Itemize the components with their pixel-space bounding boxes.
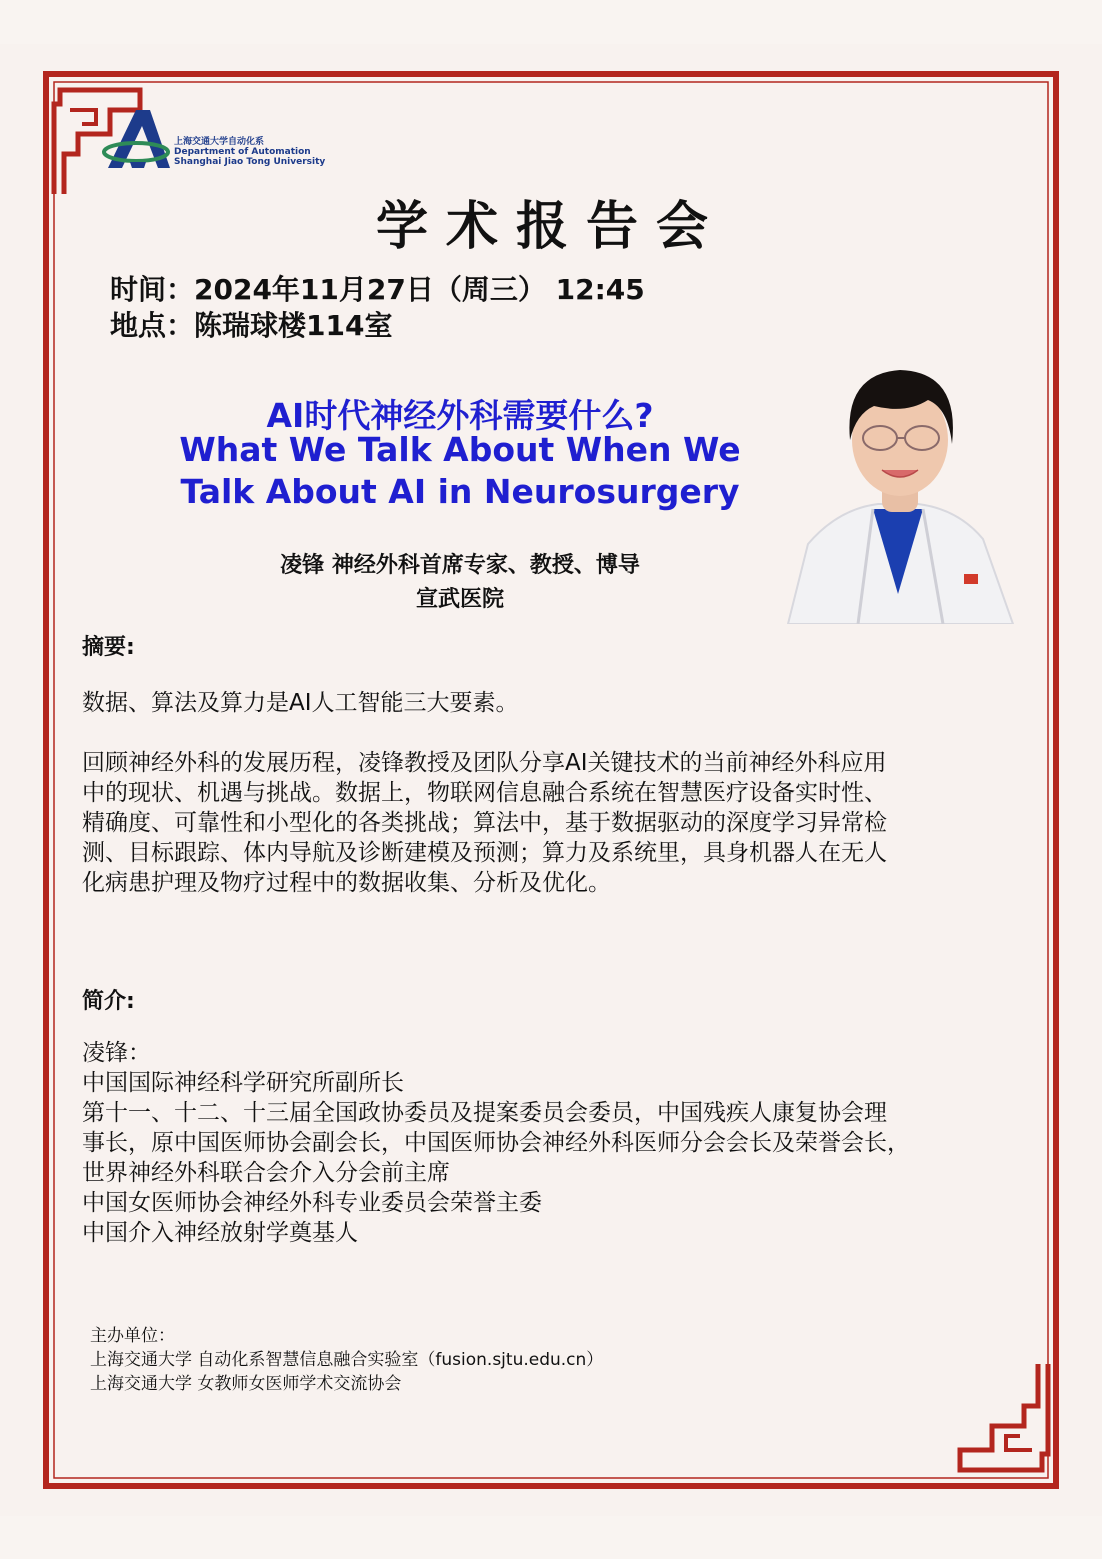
abstract-line: 测、目标跟踪、体内导航及诊断建模及预测；算力及系统里，具身机器人在无人 xyxy=(82,840,887,866)
logo-text-zh: 上海交通大学自动化系 xyxy=(174,137,265,147)
speaker-name-title: 凌锋 神经外科首席专家、教授、博导 xyxy=(280,553,640,578)
abstract-paragraph-1: 数据、算法及算力是AI人工智能三大要素。 xyxy=(82,690,519,716)
bio-line: 世界神经外科联合会介入分会前主席 xyxy=(82,1160,450,1186)
event-place: 地点：陈瑞球楼114室 xyxy=(110,309,393,342)
event-time: 时间：2024年11月27日（周三） 12:45 xyxy=(110,273,645,306)
logo-mark-icon xyxy=(100,104,172,174)
abstract-line: 化病患护理及物疗过程中的数据收集、分析及优化。 xyxy=(82,870,611,896)
bio-line: 中国女医师协会神经外科专业委员会荣誉主委 xyxy=(82,1190,542,1216)
speaker-photo xyxy=(778,344,1018,624)
bio-line: 第十一、十二、十三届全国政协委员及提案委员会委员，中国残疾人康复协会理 xyxy=(82,1100,887,1126)
organizer-line-1: 上海交通大学 自动化系智慧信息融合实验室（fusion.sjtu.edu.cn） xyxy=(90,1350,604,1370)
organizer-label: 主办单位： xyxy=(90,1326,175,1346)
logo-text-en1: Department of Automation xyxy=(174,147,311,157)
abstract-line: 中的现状、机遇与挑战。数据上，物联网信息融合系统在智慧医疗设备实时性、 xyxy=(82,780,887,806)
talk-title-en-line2: Talk About AI in Neurosurgery xyxy=(180,472,740,511)
bio-line: 中国国际神经科学研究所副所长 xyxy=(82,1070,404,1096)
department-logo xyxy=(100,104,330,174)
logo-text-en2: Shanghai Jiao Tong University xyxy=(174,157,326,167)
bio-line: 凌锋： xyxy=(82,1040,151,1066)
page-title: 学术报告会 xyxy=(375,196,726,257)
abstract-line: 回顾神经外科的发展历程，凌锋教授及团队分享AI关键技术的当前神经外科应用 xyxy=(82,750,887,776)
bio-paragraph xyxy=(82,1038,1032,1248)
talk-title-en-line1: What We Talk About When We xyxy=(179,430,741,469)
speaker-portrait-icon xyxy=(778,344,1018,624)
poster xyxy=(0,44,1102,1516)
bio-line: 中国介入神经放射学奠基人 xyxy=(82,1220,358,1246)
speaker-affiliation: 宣武医院 xyxy=(415,587,504,612)
bio-line: 事长，原中国医师协会副会长，中国医师协会神经外科医师分会会长及荣誉会长， xyxy=(82,1130,910,1156)
organizer-block xyxy=(90,1324,603,1396)
organizer-line-2: 上海交通大学 女教师女医师学术交流协会 xyxy=(90,1374,402,1394)
abstract-paragraph-2 xyxy=(82,748,1032,898)
bio-heading: 简介: xyxy=(82,989,135,1014)
abstract-line: 精确度、可靠性和小型化的各类挑战；算法中，基于数据驱动的深度学习异常检 xyxy=(82,810,887,836)
abstract-heading: 摘要: xyxy=(82,635,135,660)
talk-title-zh: AI时代神经外科需要什么? xyxy=(266,396,654,435)
